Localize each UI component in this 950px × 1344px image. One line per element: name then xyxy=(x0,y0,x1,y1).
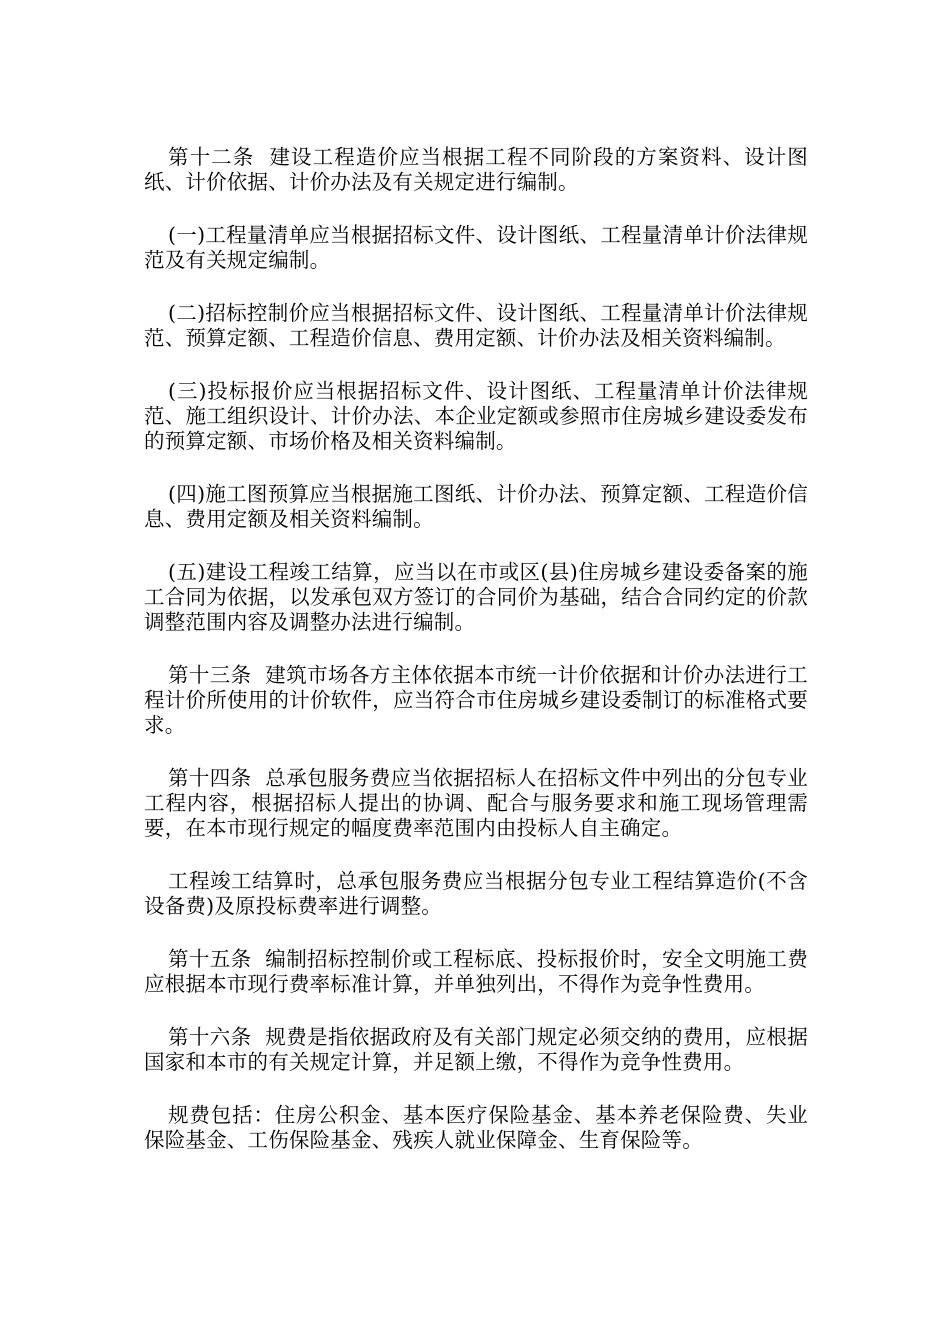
paragraph-article-13: 第十三条 建筑市场各方主体依据本市统一计价依据和计价办法进行工程计价所使用的计价软件，应当符合市住房城乡建设委制订的标准格式要求。 xyxy=(144,663,808,737)
paragraph-article-15: 第十五条 编制招标控制价或工程标底、投标报价时，安全文明施工费应根据本市现行费率标准计算，并单独列出，不得作为竞争性费用。 xyxy=(144,947,808,996)
paragraph-fees-list: 规费包括：住房公积金、基本医疗保险基金、基本养老保险费、失业保险基金、工伤保险基金、残疾人就业保障金、生育保险等。 xyxy=(144,1103,808,1152)
paragraph-item-2: (二)招标控制价应当根据招标文件、设计图纸、工程量清单计价法律规范、预算定额、工程造价信息、费用定额、计价办法及相关资料编制。 xyxy=(144,301,808,350)
paragraph-item-4: (四)施工图预算应当根据施工图纸、计价办法、预算定额、工程造价信息、费用定额及相关资料编制。 xyxy=(144,482,808,531)
paragraph-article-14-settlement: 工程竣工结算时，总承包服务费应当根据分包专业工程结算造价(不含设备费)及原投标费率进行调整。 xyxy=(144,869,808,918)
paragraph-item-5: (五)建设工程竣工结算，应当以在市或区(县)住房城乡建设委备案的施工合同为依据，以发承包双方签订的合同价为基础，结合合同约定的价款调整范围内容及调整办法进行编制。 xyxy=(144,560,808,634)
paragraph-article-12: 第十二条 建设工程造价应当根据工程不同阶段的方案资料、设计图纸、计价依据、计价办法及有关规定进行编制。 xyxy=(144,145,808,194)
paragraph-article-16: 第十六条 规费是指依据政府及有关部门规定必须交纳的费用，应根据国家和本市的有关规定计算，并足额上缴，不得作为竞争性费用。 xyxy=(144,1025,808,1074)
document-page xyxy=(144,145,808,1181)
paragraph-item-1: (一)工程量清单应当根据招标文件、设计图纸、工程量清单计价法律规范及有关规定编制。 xyxy=(144,223,808,272)
paragraph-item-3: (三)投标报价应当根据招标文件、设计图纸、工程量清单计价法律规范、施工组织设计、计价办法、本企业定额或参照市住房城乡建设委发布的预算定额、市场价格及相关资料编制。 xyxy=(144,379,808,453)
paragraph-article-14: 第十四条 总承包服务费应当依据招标人在招标文件中列出的分包专业工程内容，根据招标人提出的协调、配合与服务要求和施工现场管理需要，在本市现行规定的幅度费率范围内由投标人自主确定。 xyxy=(144,766,808,840)
